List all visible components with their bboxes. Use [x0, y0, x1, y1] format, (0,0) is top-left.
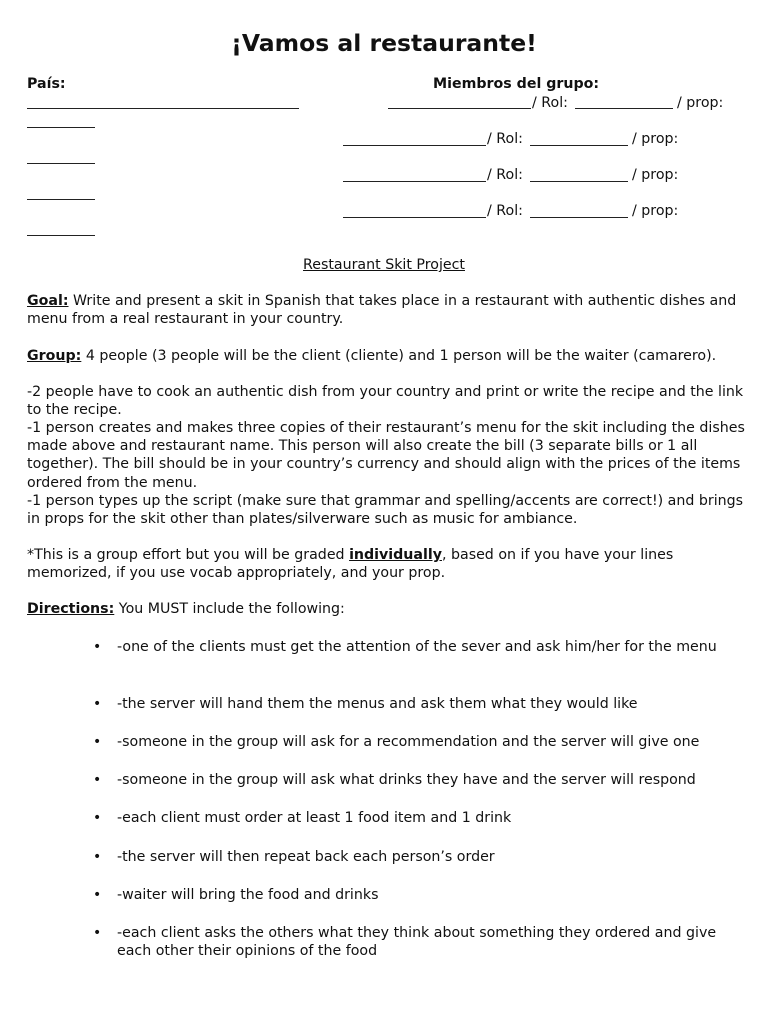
rol-line-1[interactable] [575, 108, 673, 109]
group-intro: 4 people (3 people will be the client (cliente) and 1 person will be the waiter (camarero). [81, 348, 717, 364]
prop-line-4[interactable] [27, 235, 95, 236]
note-after: , based on if you have your lines memorized, if you use vocab appropriately, and your prop. [27, 547, 674, 582]
rol-label-1: / Rol: [532, 95, 568, 111]
rol-label-3: / Rol: [487, 167, 523, 183]
prop-label-4: / prop: [632, 203, 679, 219]
member-name-line-4[interactable] [343, 217, 486, 218]
bullet-icon: • [93, 925, 102, 941]
rol-line-3[interactable] [530, 181, 628, 182]
member-name-line-1[interactable] [388, 108, 531, 109]
prop-line-2[interactable] [27, 163, 95, 164]
direction-item-2: -the server will hand them the menus and ask them what they would like [117, 696, 638, 712]
prop-line-3[interactable] [27, 199, 95, 200]
bullet-icon: • [93, 887, 102, 903]
pais-label: País: [27, 76, 66, 92]
prop-label-2: / prop: [632, 131, 679, 147]
direction-item-3: -someone in the group will ask for a recommendation and the server will give one [117, 734, 700, 750]
grading-note [27, 546, 747, 582]
bullet-icon: • [93, 734, 102, 750]
direction-item-1: -one of the clients must get the attention of the sever and ask him/her for the menu [117, 639, 717, 655]
goal-text: Write and present a skit in Spanish that takes place in a restaurant with authentic dishes and menu from a real restaurant in your country. [27, 293, 737, 328]
direction-item-5: -each client must order at least 1 food item and 1 drink [117, 810, 512, 826]
prop-label-3: / prop: [632, 167, 679, 183]
direction-item-6: -the server will then repeat back each person’s order [117, 849, 495, 865]
bullet-icon: • [93, 810, 102, 826]
note-emphasis: individually [349, 547, 442, 563]
member-name-line-2[interactable] [343, 145, 486, 146]
directions-paragraph [27, 600, 747, 618]
member-name-line-3[interactable] [343, 181, 486, 182]
group-role-1: -2 people have to cook an authentic dish from your country and print or write the recipe and the link to the recipe. [27, 384, 744, 419]
prop-label-1: / prop: [677, 95, 724, 111]
direction-item-8: -each client asks the others what they think about something they ordered and give each other their opinions of the food [117, 925, 717, 960]
group-paragraph [27, 347, 747, 365]
pais-answer-line[interactable] [27, 108, 299, 109]
miembros-label: Miembros del grupo: [433, 76, 600, 92]
bullet-icon: • [93, 849, 102, 865]
project-title: Restaurant Skit Project [303, 257, 465, 273]
direction-item-7: -waiter will bring the food and drinks [117, 887, 379, 903]
bullet-icon: • [93, 639, 102, 655]
rol-label-2: / Rol: [487, 131, 523, 147]
rol-label-4: / Rol: [487, 203, 523, 219]
group-label: Group: [27, 348, 82, 364]
rol-line-4[interactable] [530, 217, 628, 218]
prop-line-1[interactable] [27, 127, 95, 128]
page-title: ¡Vamos al restaurante! [231, 29, 537, 57]
directions-text: You MUST include the following: [114, 601, 345, 617]
goal-paragraph [27, 292, 747, 328]
note-before: *This is a group effort but you will be graded [27, 547, 350, 563]
group-role-2: -1 person creates and makes three copies of their restaurant’s menu for the skit including the dishes made above and restaurant name. This person will also create the bill (3 separate bills or 1 all together). The bill should be in your country’s currency and should align with the prices of the items ordered from the menu. [27, 420, 745, 491]
group-role-3: -1 person types up the script (make sure that grammar and spelling/accents are correct!) and brings in props for the skit other than plates/silverware such as music for ambiance. [27, 493, 744, 528]
directions-label: Directions: [27, 601, 115, 617]
goal-label: Goal: [27, 293, 69, 309]
bullet-icon: • [93, 772, 102, 788]
direction-item-4: -someone in the group will ask what drinks they have and the server will respond [117, 772, 696, 788]
bullet-icon: • [93, 696, 102, 712]
rol-line-2[interactable] [530, 145, 628, 146]
